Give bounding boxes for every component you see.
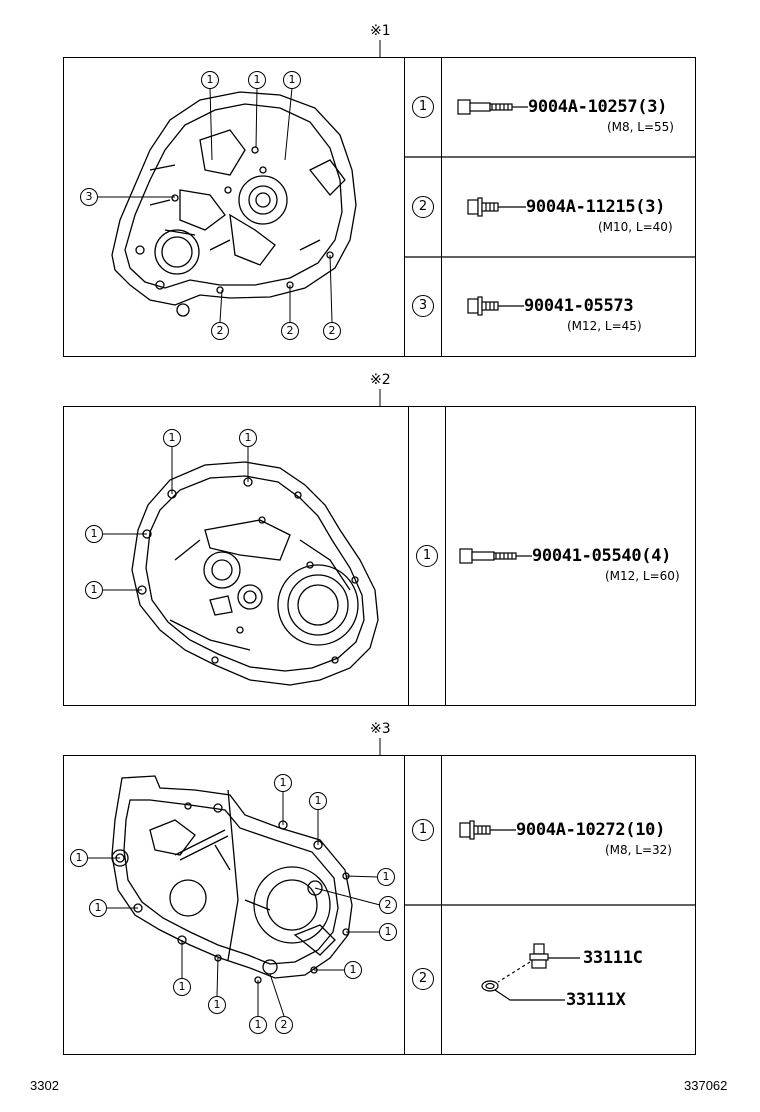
callout-1: 1 [201, 71, 219, 89]
callout-1: 1 [85, 581, 103, 599]
callout-1: 1 [208, 996, 226, 1014]
part-number: 9004A-11215(3) [526, 197, 666, 217]
callout-1: 1 [239, 429, 257, 447]
part-spec: (M8, L=55) [607, 120, 674, 134]
callout-1: 1 [377, 868, 395, 886]
part-spec: (M8, L=32) [605, 843, 672, 857]
callout-2: 2 [275, 1016, 293, 1034]
row-index: 2 [412, 968, 434, 990]
callout-3: 3 [80, 188, 98, 206]
callout-2: 2 [379, 896, 397, 914]
part-number: 9004A-10272(10) [516, 820, 666, 840]
section-2-marker: ※2 [370, 372, 391, 388]
part-spec: (M10, L=40) [598, 220, 673, 234]
row-index: 1 [412, 819, 434, 841]
callout-1: 1 [163, 429, 181, 447]
part-number: 33111C [583, 948, 643, 968]
callout-1: 1 [85, 525, 103, 543]
section-3-marker: ※3 [370, 721, 391, 737]
callout-1: 1 [248, 71, 266, 89]
callout-1: 1 [173, 978, 191, 996]
row-index: 1 [412, 96, 434, 118]
part-number: 90041-05573 [524, 296, 634, 316]
row-index: 3 [412, 295, 434, 317]
callout-1: 1 [379, 923, 397, 941]
part-number: 9004A-10257(3) [528, 97, 668, 117]
callout-1: 1 [274, 774, 292, 792]
part-spec: (M12, L=45) [567, 319, 642, 333]
part-spec: (M12, L=60) [605, 569, 680, 583]
callout-2: 2 [211, 322, 229, 340]
part-number: 90041-05540(4) [532, 546, 672, 566]
callout-1: 1 [89, 899, 107, 917]
callout-2: 2 [323, 322, 341, 340]
section-1-marker: ※1 [370, 23, 391, 39]
callout-1: 1 [309, 792, 327, 810]
row-index: 2 [412, 196, 434, 218]
row-index: 1 [416, 545, 438, 567]
callout-1: 1 [249, 1016, 267, 1034]
callout-1: 1 [344, 961, 362, 979]
part-number: 33111X [566, 990, 626, 1010]
callout-2: 2 [281, 322, 299, 340]
callout-1: 1 [70, 849, 88, 867]
footer-right-code: 337062 [684, 1078, 728, 1093]
footer-left-code: 3302 [30, 1078, 59, 1093]
callout-1: 1 [283, 71, 301, 89]
